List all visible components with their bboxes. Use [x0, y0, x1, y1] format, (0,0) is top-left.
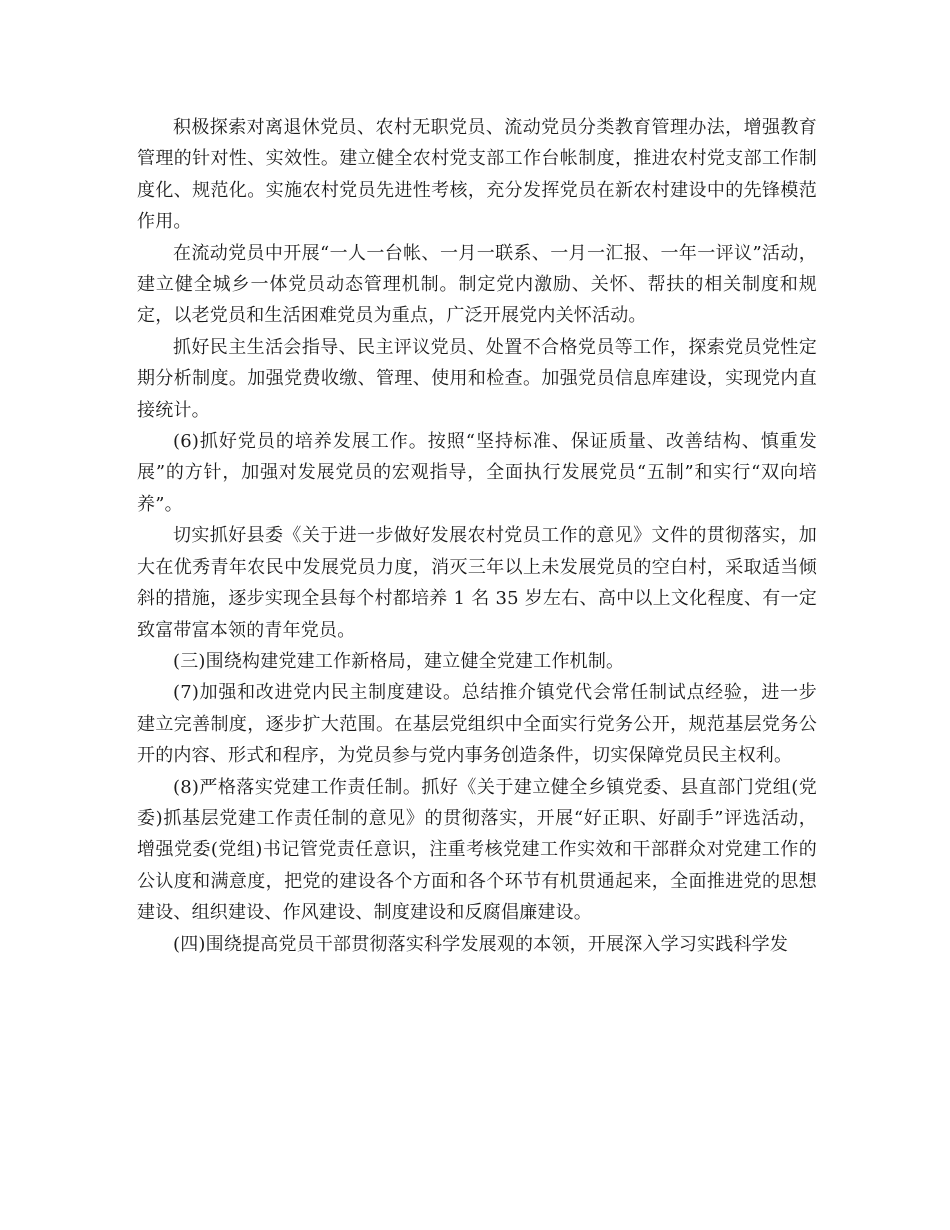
paragraph-6: (三)围绕构建党建工作新格局，建立健全党建工作机制。	[173, 650, 625, 672]
paragraph-2: 在流动党员中开展“一人一台帐、一月一联系、一月一汇报、一年一评议”活动，建立健全城乡一体党员动态管理机制。制定党内激励、关怀、帮扶的相关制度和规定，以老党员和生活困难党员为重点，广泛开展党内关怀活动。	[137, 242, 817, 327]
paragraph-5: 切实抓好县委《关于进一步做好发展农村党员工作的意见》文件的贯彻落实，加大在优秀青年农民中发展党员力度，消灭三年以上未发展党员的空白村，采取适当倾斜的措施，逐步实现全县每个村都培养 1 名 35 岁左右、高中以上文化程度、有一定致富带富本领的青年党员。	[137, 525, 817, 641]
paragraph-9: (四)围绕提高党员干部贯彻落实科学发展观的本领，开展深入学习实践科学发	[173, 933, 789, 955]
paragraph-7: (7)加强和改进党内民主制度建设。总结推介镇党代会常任制试点经验，进一步建立完善制度，逐步扩大范围。在基层党组织中全面实行党务公开，规范基层党务公开的内容、形式和程序，为党员参与党内事务创造条件，切实保障党员民主权利。	[137, 682, 817, 767]
paragraph-8: (8)严格落实党建工作责任制。抓好《关于建立健全乡镇党委、县直部门党组(党委)抓基层党建工作责任制的意见》的贯彻落实，开展“好正职、好副手”评选活动，增强党委(党组)书记管党责任意识，注重考核党建工作实效和干部群众对党建工作的公认度和满意度，把党的建设各个方面和各个环节有机贯通起来，全面推进党的思想建设、组织建设、作风建设、制度建设和反腐倡廉建设。	[137, 776, 817, 924]
document-body	[137, 112, 817, 960]
paragraph-4: (6)抓好党员的培养发展工作。按照“坚持标准、保证质量、改善结构、慎重发展”的方针，加强对发展党员的宏观指导，全面执行发展党员“五制”和实行“双向培养”。	[137, 431, 817, 515]
paragraph-3: 抓好民主生活会指导、民主评议党员、处置不合格党员等工作，探索党员党性定期分析制度。加强党费收缴、管理、使用和检查。加强党员信息库建设，实现党内直接统计。	[137, 336, 817, 421]
paragraph-1: 积极探索对离退休党员、农村无职党员、流动党员分类教育管理办法，增强教育管理的针对性、实效性。建立健全农村党支部工作台帐制度，推进农村党支部工作制度化、规范化。实施农村党员先进性考核，充分发挥党员在新农村建设中的先锋模范作用。	[137, 117, 817, 233]
